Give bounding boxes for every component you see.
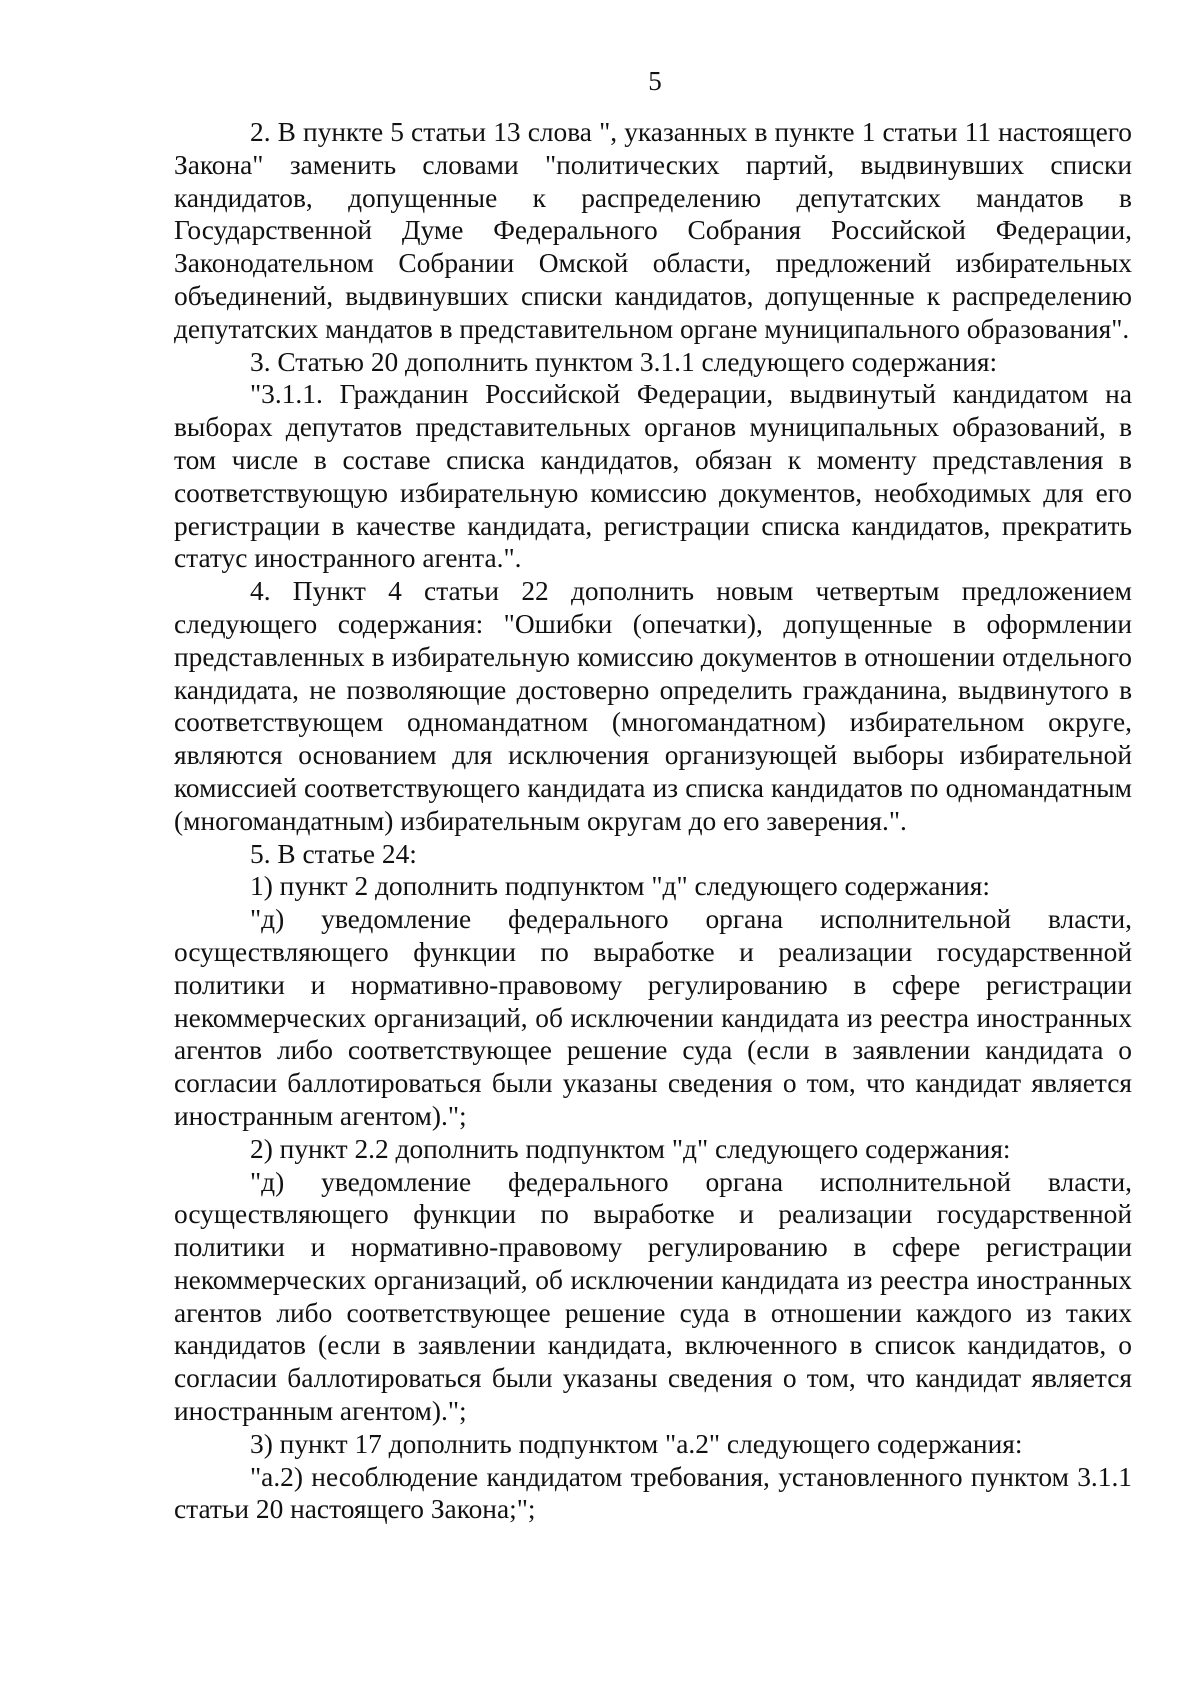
paragraph-quote-d-2: "д) уведомление федерального органа исполнительной власти, осуществляющего функции по выработке и реализации государственной политики и нормативно-правовому регулированию в сфере регистрации некоммерческих организаций, об исключении кандидата из реестра иностранных агентов либо соответствующее решение суда в отношении каждого из таких кандидатов (если в заявлении кандидата, включенного в список кандидатов, о согласии баллотироваться были указаны сведения о том, что кандидат является иностранным агентом)."; <box>174 1166 1132 1427</box>
paragraph-item-5: 5. В статье 24: <box>250 838 417 869</box>
paragraph-subitem-2: 2) пункт 2.2 дополнить подпунктом "д" следующего содержания: <box>250 1133 1011 1164</box>
document-body <box>174 116 1132 1526</box>
paragraph-subitem-3: 3) пункт 17 дополнить подпунктом "а.2" следующего содержания: <box>250 1428 1023 1459</box>
paragraph-item-3: 3. Статью 20 дополнить пунктом 3.1.1 следующего содержания: <box>250 346 998 377</box>
page-number: 5 <box>648 66 662 96</box>
paragraph-subitem-1: 1) пункт 2 дополнить подпунктом "д" следующего содержания: <box>250 871 990 902</box>
paragraph-item-4: 4. Пункт 4 статьи 22 дополнить новым четвертым предложением следующего содержания: "Ошибки (опечатки), допущенные в оформлении представленных в избирательную комиссию документов в отношении отдельного кандидата, не позволяющие достоверно определить гражданина, выдвинутого в соответствующем одномандатном (многомандатном) избирательном округе, являются основанием для исключения организующей выборы избирательной комиссией соответствующего кандидата из списка кандидатов по одномандатным (многомандатным) избирательным округам до его заверения.". <box>174 576 1132 836</box>
paragraph-item-2: 2. В пункте 5 статьи 13 слова ", указанных в пункте 1 статьи 11 настоящего Закона" заменить словами "политических партий, выдвинувших списки кандидатов, допущенные к распределению депутатских мандатов в Государственной Думе Федерального Собрания Российской Федерации, Законодательном Собрании Омской области, предложений избирательных объединений, выдвинувших списки кандидатов, допущенные к распределению депутатских мандатов в представительном органе муниципального образования". <box>174 117 1132 344</box>
paragraph-quote-d-1: "д) уведомление федерального органа исполнительной власти, осуществляющего функции по выработке и реализации государственной политики и нормативно-правовому регулированию в сфере регистрации некоммерческих организаций, об исключении кандидата из реестра иностранных агентов либо соответствующее решение суда (если в заявлении кандидата о согласии баллотироваться были указаны сведения о том, что кандидат является иностранным агентом)."; <box>174 904 1132 1131</box>
paragraph-quote-3-1-1: "3.1.1. Гражданин Российской Федерации, выдвинутый кандидатом на выборах депутатов представительных органов муниципальных образований, в том числе в составе списка кандидатов, обязан к моменту представления в соответствующую избирательную комиссию документов, необходимых для его регистрации в качестве кандидата, регистрации списка кандидатов, прекратить статус иностранного агента.". <box>174 379 1132 574</box>
paragraph-quote-a2: "а.2) несоблюдение кандидатом требования, установленного пунктом 3.1.1 статьи 20 настоящего Закона;"; <box>174 1461 1132 1525</box>
